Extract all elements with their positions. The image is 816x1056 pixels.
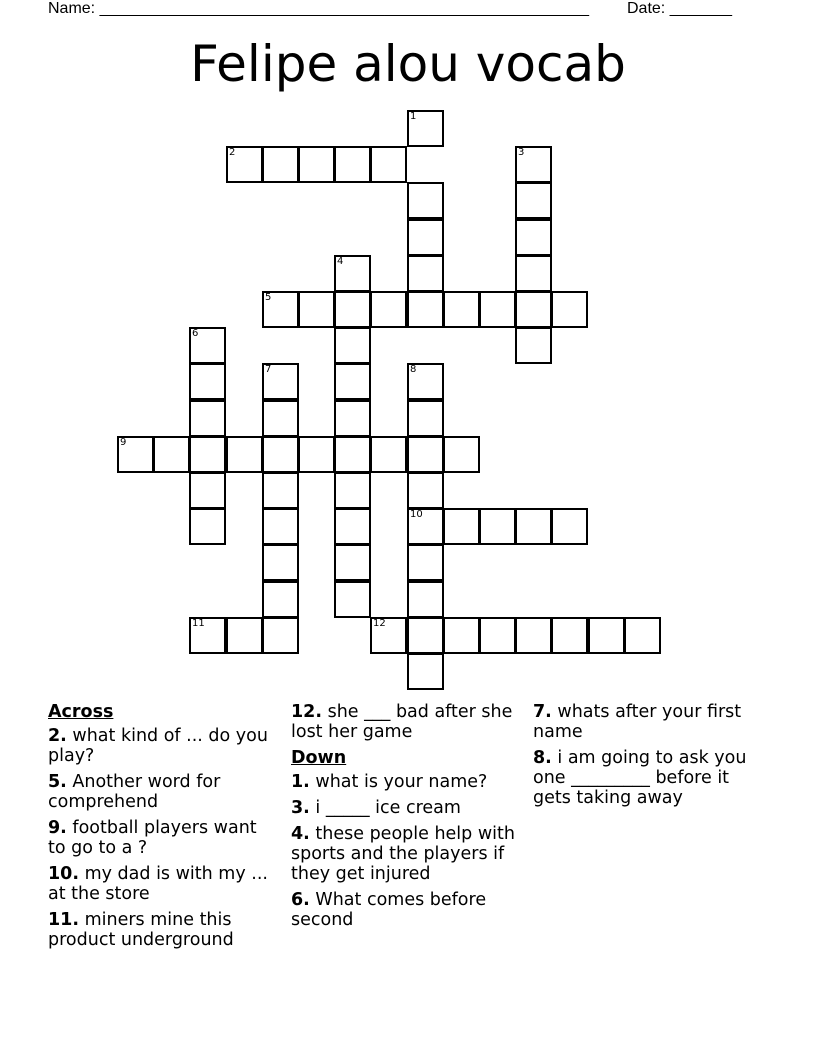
clue-text: my dad is with my ... at the store (48, 864, 268, 904)
clue-down-4 (291, 824, 521, 884)
cell-number: 5 (265, 292, 272, 303)
clues-column-2 (291, 702, 521, 936)
grid-cell[interactable] (226, 617, 263, 654)
grid-cell[interactable] (407, 400, 444, 437)
clue-number: 4. (291, 824, 310, 844)
clue-across-5 (48, 772, 278, 812)
grid-cell[interactable] (189, 617, 226, 654)
clue-text: i am going to ask you one _________ before it gets taking away (533, 748, 747, 808)
grid-cell[interactable] (189, 436, 226, 473)
grid-cell[interactable] (479, 508, 516, 545)
clue-text: whats after your first name (533, 702, 742, 742)
grid-cell[interactable] (407, 363, 444, 400)
grid-cell[interactable] (262, 436, 299, 473)
grid-cell[interactable] (443, 617, 480, 654)
grid-cell[interactable] (189, 363, 226, 400)
grid-cell[interactable] (334, 581, 371, 618)
cell-number: 7 (265, 364, 272, 375)
grid-cell[interactable] (479, 291, 516, 328)
grid-cell[interactable] (443, 508, 480, 545)
grid-cell[interactable] (551, 508, 588, 545)
grid-cell[interactable] (588, 617, 625, 654)
grid-cell[interactable] (407, 219, 444, 256)
grid-cell[interactable] (515, 327, 552, 364)
grid-cell[interactable] (407, 182, 444, 219)
clue-number: 10. (48, 864, 80, 884)
clue-down-8 (533, 748, 763, 808)
grid-cell[interactable] (515, 617, 552, 654)
clue-down-7 (533, 702, 763, 742)
grid-cell[interactable] (334, 436, 371, 473)
clue-across-10 (48, 864, 278, 904)
clue-number: 3. (291, 798, 310, 818)
grid-cell[interactable] (334, 363, 371, 400)
clue-down-3 (291, 798, 521, 818)
grid-cell[interactable] (407, 291, 444, 328)
grid-cell[interactable] (262, 472, 299, 509)
grid-cell[interactable] (334, 400, 371, 437)
clue-number: 1. (291, 772, 310, 792)
clue-text: what kind of ... do you play? (48, 726, 268, 766)
grid-cell[interactable] (407, 436, 444, 473)
grid-cell[interactable] (515, 146, 552, 183)
cell-number: 10 (410, 509, 423, 520)
grid-cell[interactable] (407, 653, 444, 690)
clue-number: 11. (48, 910, 80, 930)
clue-across-2 (48, 726, 278, 766)
clue-across-9 (48, 818, 278, 858)
cell-number: 6 (192, 328, 199, 339)
grid-cell[interactable] (262, 146, 299, 183)
grid-cell[interactable] (370, 291, 407, 328)
grid-cell[interactable] (189, 327, 226, 364)
name-field[interactable]: Name: _______________________________________________________ (48, 0, 589, 17)
grid-cell[interactable] (334, 146, 371, 183)
clue-across-12 (291, 702, 521, 742)
grid-cell[interactable] (334, 327, 371, 364)
clue-text: she ___ bad after she lost her game (291, 702, 513, 742)
grid-cell[interactable] (117, 436, 154, 473)
date-field[interactable]: Date: _______ (627, 0, 732, 17)
clues-column-3 (533, 702, 763, 814)
across-heading: Across (48, 702, 114, 722)
cell-number: 3 (518, 147, 525, 158)
grid-cell[interactable] (262, 508, 299, 545)
grid-cell[interactable] (443, 291, 480, 328)
grid-cell[interactable] (551, 617, 588, 654)
grid-cell[interactable] (407, 581, 444, 618)
grid-cell[interactable] (262, 291, 299, 328)
cell-number: 4 (337, 256, 344, 267)
clue-text: football players want to go to a ? (48, 818, 257, 858)
grid-cell[interactable] (407, 110, 444, 147)
grid-cell[interactable] (370, 617, 407, 654)
grid-cell[interactable] (515, 508, 552, 545)
cell-number: 2 (229, 147, 236, 158)
grid-cell[interactable] (624, 617, 661, 654)
cell-number: 8 (410, 364, 417, 375)
grid-cell[interactable] (334, 472, 371, 509)
down-heading: Down (291, 748, 347, 768)
grid-cell[interactable] (189, 472, 226, 509)
clue-text: What comes before second (291, 890, 487, 930)
grid-cell[interactable] (298, 436, 335, 473)
clue-number: 12. (291, 702, 323, 722)
clue-down-6 (291, 890, 521, 930)
grid-cell[interactable] (262, 581, 299, 618)
cell-number: 9 (120, 437, 127, 448)
clue-text: miners mine this product underground (48, 910, 234, 950)
grid-cell[interactable] (189, 400, 226, 437)
cell-number: 12 (373, 618, 386, 629)
clue-number: 5. (48, 772, 67, 792)
clue-number: 9. (48, 818, 67, 838)
grid-cell[interactable] (334, 291, 371, 328)
clue-text: what is your name? (315, 772, 488, 792)
clue-number: 8. (533, 748, 552, 768)
clue-number: 7. (533, 702, 552, 722)
grid-cell[interactable] (407, 472, 444, 509)
grid-cell[interactable] (551, 291, 588, 328)
clue-down-1 (291, 772, 521, 792)
clue-text: these people help with sports and the players if they get injured (291, 824, 515, 884)
cell-number: 11 (192, 618, 205, 629)
grid-cell[interactable] (262, 363, 299, 400)
grid-cell[interactable] (515, 182, 552, 219)
grid-cell[interactable] (334, 544, 371, 581)
grid-cell[interactable] (262, 617, 299, 654)
grid-cell[interactable] (515, 255, 552, 292)
clue-text: i _____ ice cream (315, 798, 461, 818)
cell-number: 1 (410, 111, 417, 122)
grid-cell[interactable] (226, 436, 263, 473)
page-title: Felipe alou vocab (190, 35, 626, 93)
grid-cell[interactable] (407, 617, 444, 654)
grid-cell[interactable] (262, 544, 299, 581)
grid-cell[interactable] (370, 436, 407, 473)
clue-number: 2. (48, 726, 67, 746)
grid-cell[interactable] (153, 436, 190, 473)
clue-number: 6. (291, 890, 310, 910)
grid-cell[interactable] (407, 544, 444, 581)
grid-cell[interactable] (226, 146, 263, 183)
grid-cell[interactable] (370, 146, 407, 183)
grid-cell[interactable] (515, 291, 552, 328)
grid-cell[interactable] (334, 255, 371, 292)
clue-across-11 (48, 910, 278, 950)
grid-cell[interactable] (515, 219, 552, 256)
clue-text: Another word for comprehend (48, 772, 221, 812)
grid-cell[interactable] (298, 291, 335, 328)
grid-cell[interactable] (334, 508, 371, 545)
grid-cell[interactable] (407, 508, 444, 545)
grid-cell[interactable] (262, 400, 299, 437)
grid-cell[interactable] (189, 508, 226, 545)
grid-cell[interactable] (407, 255, 444, 292)
grid-cell[interactable] (479, 617, 516, 654)
clues-column-1 (48, 702, 278, 956)
grid-cell[interactable] (443, 436, 480, 473)
grid-cell[interactable] (298, 146, 335, 183)
